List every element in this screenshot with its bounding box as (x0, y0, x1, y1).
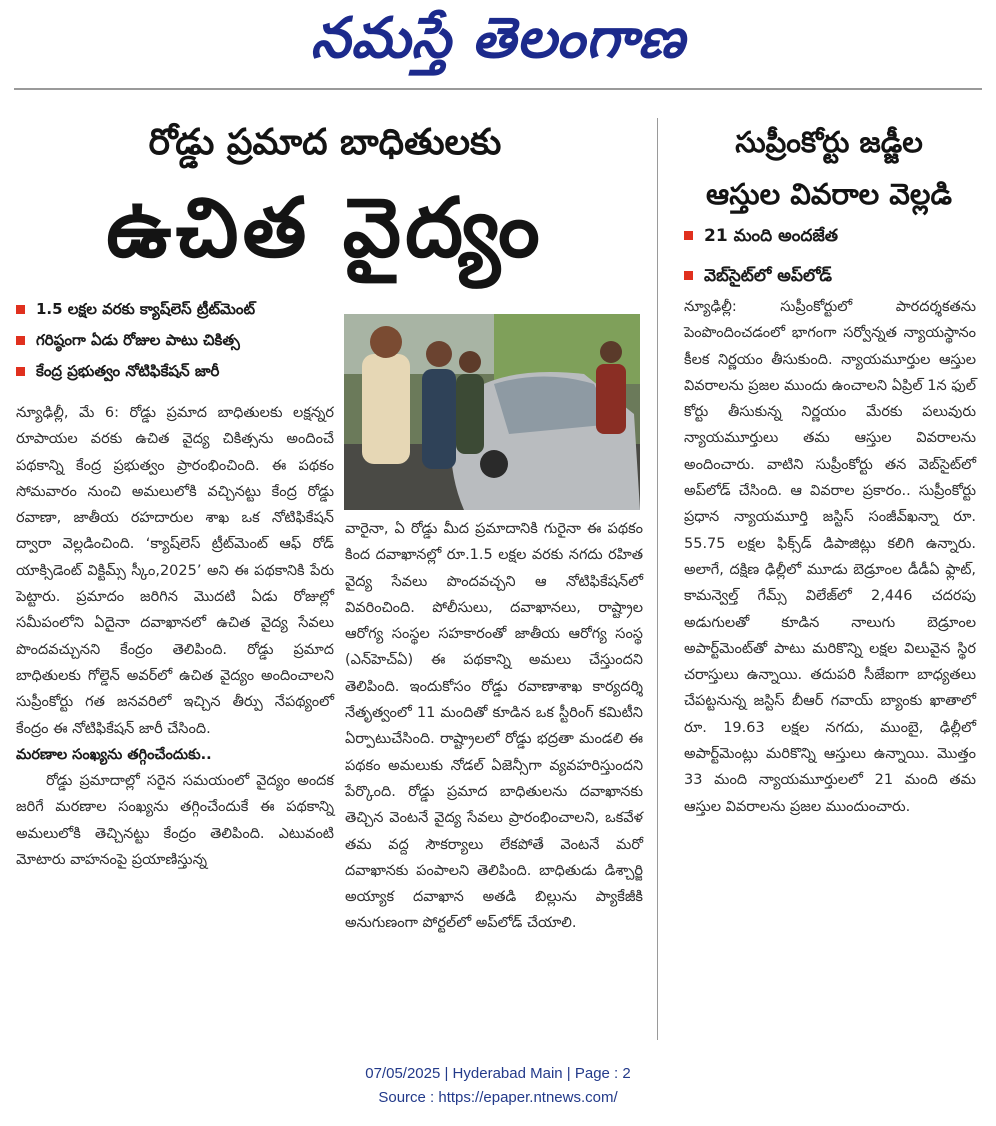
bullet-text: వెబ్‌సైట్‌లో అప్‌లోడ్ (704, 266, 832, 286)
accident-photo (344, 314, 640, 510)
accident-photo-illustration (344, 314, 640, 510)
bullet-item (14, 294, 336, 325)
left-story-column-1 (16, 400, 334, 873)
red-square-icon (16, 336, 25, 345)
left-story-kicker: రోడ్డు ప్రమాద బాధితులకు (148, 122, 502, 163)
red-square-icon (16, 305, 25, 314)
left-story-bullets (14, 294, 336, 387)
right-story-kicker-line: సుప్రీంకోర్టు జడ్జీల (735, 125, 923, 159)
bullet-text: కేంద్ర ప్రభుత్వం నోటిఫికేషన్ జారీ (36, 362, 220, 380)
bullet-item (682, 216, 982, 256)
right-story-kicker-line: ఆస్తుల వివరాల వెల్లడి (706, 177, 952, 211)
article-paragraph: న్యూఢిల్లీ: సుప్రీంకోర్టులో పారదర్శకతను పెంపొందించడంలో భాగంగా సర్వోన్నత న్యాయస్థానం కీలక నిర్ణయం తీసుకుంది. న్యాయమూర్తుల ఆస్తుల వివరాలను ప్రజల ముందు ఉంచాలని ఏప్రిల్ 1న ఫుల్ కోర్టు తీసుకున్న నిర్ణయం మేరకు పలువురు న్యాయమూర్తులు తమ ఆస్తుల వివరాలను అందించారు. వాటిని సుప్రీంకోర్టు తన వెబ్‌సైట్‌లో అప్‌లోడ్ చేసింది. ఆ వివరాల ప్రకారం.. సుప్రీంకోర్టు ప్రధాన న్యాయమూర్తి జస్టిస్ సంజీవ్‌ఖన్నా రూ. 55.75 లక్షల ఫిక్స్‌డ్ డిపాజిట్లు కలిగి ఉన్నారు. అలాగే, దక్షిణ ఢిల్లీలో మూడు బెడ్రూంల డీడీఏ ఫ్లాట్, కామన్వెల్త్ గేమ్స్ విలేజ్‌లో 2,446 చదరపు అడుగులతో కూడిన నాలుగు బెడ్రూంల అపార్ట్‌మెంట్‌తో పాటు మరికొన్ని లక్షల విలువైన స్థిర చరాస్తులు ఉన్నాయి. తదుపరి సీజేఐగా బాధ్యతలు చేపట్టనున్న జస్టిస్ బీఆర్ గవాయ్ బ్యాంకు ఖాతాలో రూ. 19.63 లక్షల నగదు, ముంబై, ఢిల్లీలో అపార్ట్‌మెంట్లు మరికొన్ని ఆస్తులు ఉన్నాయి. మొత్తం 33 మంది న్యాయమూర్తులలో 21 మంది తమ ఆస్తుల వివరాలను ప్రజల ముందుంచారు. (684, 299, 976, 815)
article-paragraph: రోడ్డు ప్రమాదాల్లో సరైన సమయంలో వైద్యం అందక జరిగే మరణాల సంఖ్యను తగ్గించేందుకే ఈ పథకాన్ని అమలులోకి తెచ్చినట్టు కేంద్రం తెలిపింది. ఎటువంటి మోటారు వాహనంపై ప్రయాణిస్తున్న (16, 773, 334, 869)
source-link[interactable]: Source : https://epaper.ntnews.com/ (378, 1089, 618, 1106)
article-paragraph: వారైనా, ఏ రోడ్డు మీద ప్రమాదానికి గురైనా ఈ పథకం కింద దవాఖానల్లో రూ.1.5 లక్షల వరకు నగదు రహిత వైద్య సేవలు పొందవచ్చని ఆ నోటిఫికేషన్‌లో వివరించింది. పోలీసులు, దవాఖానలు, రాష్ట్రాల ఆరోగ్య సంస్థల సహకారంతో జాతీయ ఆరోగ్య సంస్థ (ఎన్‌హెచ్‌ఏ) ఈ పథకాన్ని అమలు చేస్తుందని తెలిపింది. ఇందుకోసం రోడ్డు రవాణాశాఖ కార్యదర్శి నేతృత్వంలో 11 మందితో కూడిన ఒక స్టీరింగ్ కమిటీని ఏర్పాటుచేసింది. రాష్ట్రాలలో రోడ్డు భద్రతా మండలి ఈ పథకం అమలుకు నోడల్ ఏజెన్సీగా వ్యవహరిస్తుందని పేర్కొంది. రోడ్డు ప్రమాద బాధితులను దవాఖానకు తెచ్చిన వెంటనే వైద్య సేవలు ప్రారంభించాలని, ఒకవేళ తమ వద్ద సౌకర్యాలు లేకపోతే వెంటనే మరో దవాఖానకు పంపాలని తెలిపింది. బాధితుడు డిశ్చార్జి అయ్యాక దవాఖాన అతడి బిల్లును ప్యాకేజీకి అనుగుణంగా పోర్టల్‌లో అప్‌లోడ్ చేయాలి. (345, 521, 643, 932)
edition-info: 07/05/2025 | Hyderabad Main | Page : 2 (365, 1065, 631, 1082)
article-subheading: మరణాల సంఖ్యను తగ్గించేందుకు.. (16, 746, 212, 763)
bullet-text: 1.5 లక్షల వరకు క్యాష్‌లెస్ ట్రీట్‌మెంట్ (36, 300, 256, 318)
right-story-kicker (668, 116, 990, 220)
right-story-column (684, 294, 976, 820)
bullet-text: 21 మంది అందజేత (704, 226, 838, 246)
left-story-headline: ఉచిత వైద్యం (106, 181, 544, 276)
column-divider (657, 118, 658, 1040)
bullet-item (14, 356, 336, 387)
masthead-logo: నమస్తే తెలంగాణ (310, 6, 686, 71)
bullet-item (682, 256, 982, 296)
article-paragraph: న్యూఢిల్లీ, మే 6: రోడ్డు ప్రమాద బాధితులకు లక్షన్నర రూపాయల వరకు ఉచిత వైద్య చికిత్సను అందించే పథకాన్ని కేంద్ర ప్రభుత్వం ప్రారంభించింది. ఈ పథకం సోమవారం నుంచి అమలులోకి వచ్చినట్టు కేంద్ర రోడ్డు రవాణా, జాతీయ రహదారుల శాఖ ఒక నోటిఫికేషన్ ద్వారా వెల్లడించింది. ‘క్యాష్‌లెస్ ట్రీట్‌మెంట్ ఆఫ్ రోడ్ యాక్సిడెంట్ విక్టిమ్స్ స్కీం,2025’ అని ఈ పథకానికి పేరు పెట్టారు. ప్రమాదం జరిగిన మొదటి ఏడు రోజుల్లో సమీపంలోని ఏదైనా దవాఖానలో ఉచిత వైద్య సేవలు పొందవచ్చునని కేంద్రం తెలిపింది. రోడ్డు ప్రమాద బాధితులకు గోల్డెన్ అవర్‌లో ఉచిత వైద్యం అందించాలని సుప్రీంకోర్టు గత జనవరిలో ఇచ్చిన తీర్పు నేపథ్యంలో కేంద్రం ఈ నోటిఫికేషన్ జారీ చేసింది. (16, 405, 334, 737)
bullet-text: గరిష్ఠంగా ఏడు రోజుల పాటు చికిత్స (36, 331, 240, 349)
red-square-icon (16, 367, 25, 376)
left-story-column-2 (345, 516, 643, 937)
masthead-divider (14, 88, 982, 90)
red-square-icon (684, 231, 693, 240)
red-square-icon (684, 271, 693, 280)
right-story-bullets (682, 216, 982, 296)
bullet-item (14, 325, 336, 356)
